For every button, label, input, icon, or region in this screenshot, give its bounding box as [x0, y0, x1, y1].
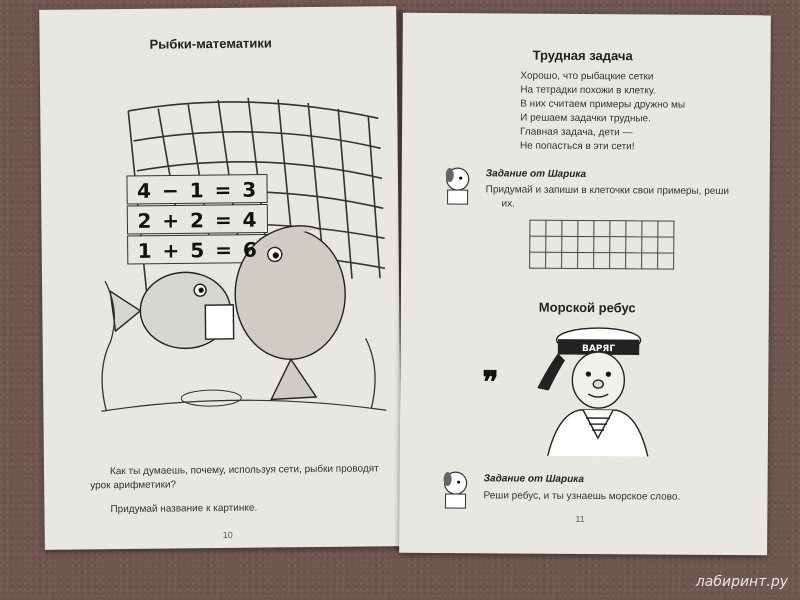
watermark-text: лабиринт.ру: [695, 574, 788, 590]
left-prompt: Придумай название к картинке.: [110, 502, 258, 516]
sharik-dog-icon: [438, 163, 478, 207]
right-page: [399, 13, 771, 556]
sharik-dog-icon: [435, 467, 475, 511]
cap-ribbon-text: ВАРЯГ: [581, 343, 616, 355]
left-question: [90, 462, 390, 493]
left-page-title: Рыбки-математики: [149, 35, 272, 52]
right-page-number: 11: [575, 513, 585, 525]
poem-line: Главная задача, дети —: [520, 126, 633, 139]
answer-grid[interactable]: [529, 220, 674, 270]
task1-line: Придумай и запиши в клеточки свои примеры, реши: [485, 184, 730, 198]
equation-1: 4 − 1 = 3: [136, 177, 259, 203]
rebus-title: Морской ребус: [538, 299, 636, 316]
task1-text: [486, 183, 756, 213]
poem-line: И решаем задачки трудные.: [520, 112, 651, 125]
poem: [520, 70, 685, 155]
left-page: [39, 6, 402, 550]
poem-line: Не попасться в эти сети!: [519, 140, 635, 153]
right-page-title: Трудная задача: [532, 47, 633, 64]
task1-heading: Задание от Шарика: [485, 168, 587, 181]
question-line-1: Как ты думаешь, почему, используя сети, рыбки проводят: [109, 463, 379, 478]
poem-line: Хорошо, что рыбацкие сетки: [520, 70, 654, 83]
sailor-illustration: [528, 318, 669, 459]
task1-line: их.: [501, 198, 515, 210]
poem-line: На тетрадки похожи в клетку.: [520, 84, 656, 97]
left-page-number: 10: [222, 529, 233, 540]
task2-text: Реши ребус, и ты узнаешь морское слово.: [483, 490, 681, 503]
task2-heading: Задание от Шарика: [483, 473, 585, 485]
equation-2: 2 + 2 = 4: [137, 207, 259, 233]
rebus-quote-marks: ❞: [482, 365, 499, 401]
poem-line: В них считаем примеры дружно мы: [520, 98, 686, 111]
question-line-2: урок арифметики?: [90, 479, 177, 492]
equation-3: 1 + 5 = 6: [137, 237, 259, 263]
